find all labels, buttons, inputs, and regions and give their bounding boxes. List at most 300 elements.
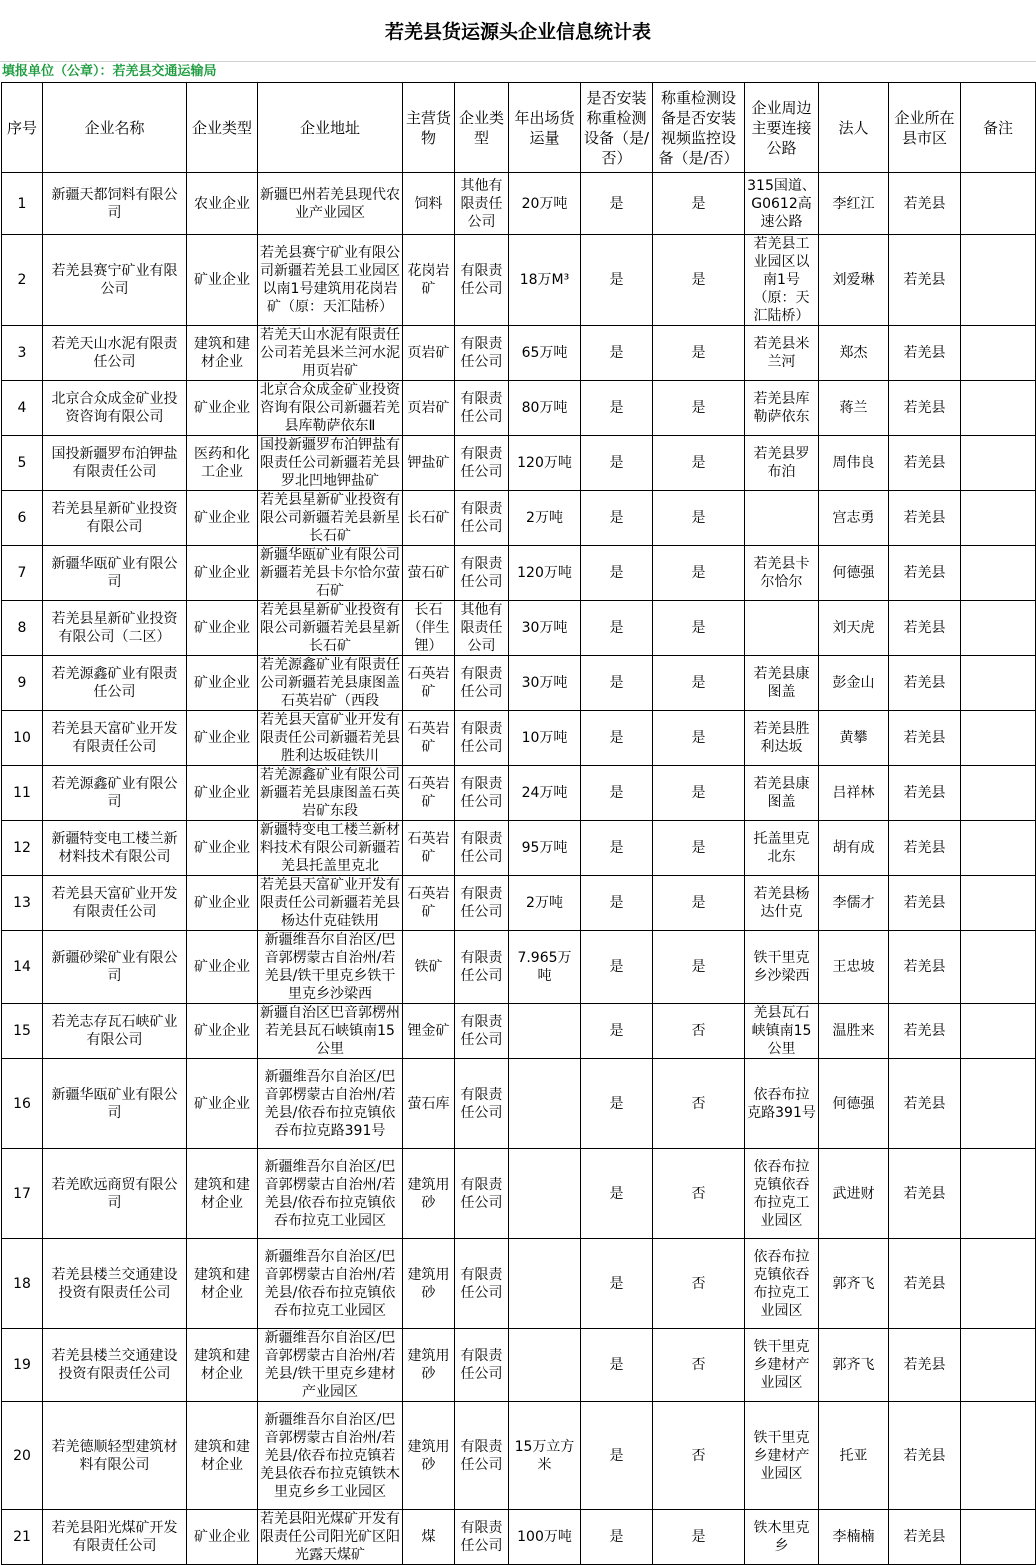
table-cell: 花岗岩矿	[403, 235, 455, 326]
table-cell: 80万吨	[509, 381, 581, 436]
table-row	[2, 173, 1036, 235]
table-cell: 有限责任公司	[455, 235, 509, 326]
table-cell: 否	[653, 1059, 745, 1149]
table-row	[2, 711, 1036, 766]
table-cell: 若羌县	[889, 821, 961, 876]
table-cell: 是	[653, 821, 745, 876]
table-cell: 若羌县	[889, 491, 961, 546]
table-cell: 李红江	[819, 173, 889, 235]
table-cell: 建筑和建材企业	[187, 1149, 258, 1239]
table-cell	[961, 1329, 1036, 1402]
table-cell: 若羌县	[889, 1510, 961, 1565]
table-cell: 矿业企业	[187, 601, 258, 656]
table-cell: 若羌县天富矿业开发有限责任公司新疆若羌县杨达什克硅铁用	[258, 876, 403, 931]
table-row	[2, 491, 1036, 546]
table-cell: 若羌县罗布泊	[745, 436, 819, 491]
table-cell: 7.965万吨	[509, 931, 581, 1004]
table-cell: 钾盐矿	[403, 436, 455, 491]
table-cell: 有限责任公司	[455, 326, 509, 381]
table-cell: 是	[581, 326, 653, 381]
table-cell: 是	[581, 546, 653, 601]
table-cell: 若羌县	[889, 173, 961, 235]
table-cell: 20万吨	[509, 173, 581, 235]
table-cell: 2万吨	[509, 491, 581, 546]
table-cell: 11	[2, 766, 43, 821]
table-cell: 若羌县楼兰交通建设投资有限责任公司	[43, 1239, 187, 1329]
table-cell	[961, 235, 1036, 326]
table-cell: 若羌县赛宁矿业有限公司新疆若羌县工业园区以南1号建筑用花岗岩矿（原：天汇陆桥）	[258, 235, 403, 326]
table-row	[2, 656, 1036, 711]
table-cell	[509, 1059, 581, 1149]
table-cell: 长石矿	[403, 491, 455, 546]
table-cell	[745, 601, 819, 656]
table-cell: 刘爱琳	[819, 235, 889, 326]
table-cell	[961, 711, 1036, 766]
table-row	[2, 931, 1036, 1004]
table-cell: 新疆华瓯矿业有限公司	[43, 546, 187, 601]
table-cell: 若羌欧远商贸有限公司	[43, 1149, 187, 1239]
table-cell: 是	[581, 1004, 653, 1059]
table-cell: 郑杰	[819, 326, 889, 381]
table-cell: 若羌县	[889, 1239, 961, 1329]
table-cell: 是	[653, 711, 745, 766]
table-cell: 托亚	[819, 1402, 889, 1510]
table-cell: 是	[581, 656, 653, 711]
table-cell: 30万吨	[509, 656, 581, 711]
table-cell: 有限责任公司	[455, 656, 509, 711]
table-cell: 24万吨	[509, 766, 581, 821]
table-row	[2, 1149, 1036, 1239]
table-cell: 21	[2, 1510, 43, 1565]
table-cell: 铁木里克乡	[745, 1510, 819, 1565]
table-cell: 120万吨	[509, 436, 581, 491]
table-cell: 有限责任公司	[455, 766, 509, 821]
table-cell: 若羌县	[889, 656, 961, 711]
table-cell: 若羌县天富矿业开发有限责任公司	[43, 711, 187, 766]
table-cell: 吕祥林	[819, 766, 889, 821]
table-cell: 其他有限责任公司	[455, 173, 509, 235]
table-cell: 315国道、G0612高速公路	[745, 173, 819, 235]
header-cell: 企业名称	[43, 83, 187, 173]
table-cell: 65万吨	[509, 326, 581, 381]
table-cell: 新疆维吾尔自治区/巴音郭楞蒙古自治州/若羌县/依吞布拉克镇依吞布拉克路391号	[258, 1059, 403, 1149]
table-cell: 新疆天都饲料有限公司	[43, 173, 187, 235]
table-cell: 若羌源鑫矿业有限公司新疆若羌县康图盖石英岩矿东段	[258, 766, 403, 821]
enterprise-table	[1, 82, 1036, 1565]
table-cell	[961, 436, 1036, 491]
table-cell	[961, 1239, 1036, 1329]
table-cell: 羌县瓦石峡镇南15公里	[745, 1004, 819, 1059]
table-cell: 若羌县	[889, 235, 961, 326]
table-cell	[961, 931, 1036, 1004]
table-cell: 若羌县	[889, 876, 961, 931]
table-cell: 是	[653, 656, 745, 711]
table-cell: 是	[653, 436, 745, 491]
table-cell: 若羌县天富矿业开发有限责任公司新疆若羌县胜利达坂硅铁川	[258, 711, 403, 766]
table-cell: 有限责任公司	[455, 711, 509, 766]
table-cell: 托盖里克北东	[745, 821, 819, 876]
table-row	[2, 326, 1036, 381]
table-cell: 有限责任公司	[455, 1239, 509, 1329]
table-cell: 饲料	[403, 173, 455, 235]
table-cell: 是	[581, 931, 653, 1004]
table-cell	[509, 1004, 581, 1059]
table-cell: 新疆华瓯矿业有限公司	[43, 1059, 187, 1149]
table-cell: 石英岩矿	[403, 656, 455, 711]
table-cell: 20	[2, 1402, 43, 1510]
table-cell: 有限责任公司	[455, 1402, 509, 1510]
table-cell	[961, 1149, 1036, 1239]
table-cell: 120万吨	[509, 546, 581, 601]
table-cell: 若羌县胜利达坂	[745, 711, 819, 766]
table-cell: 若羌县	[889, 766, 961, 821]
table-cell: 郭齐飞	[819, 1329, 889, 1402]
table-cell: 蒋兰	[819, 381, 889, 436]
table-row	[2, 1239, 1036, 1329]
table-cell: 萤石矿	[403, 546, 455, 601]
table-cell: 是	[581, 1510, 653, 1565]
table-cell: 李儒才	[819, 876, 889, 931]
table-row	[2, 235, 1036, 326]
table-cell: 若羌县星新矿业投资有限公司新疆若羌县星新长石矿	[258, 601, 403, 656]
table-cell: 4	[2, 381, 43, 436]
table-cell: 是	[581, 601, 653, 656]
table-cell: 若羌县杨达什克	[745, 876, 819, 931]
table-cell: 若羌县	[889, 436, 961, 491]
table-cell: 矿业企业	[187, 766, 258, 821]
table-cell: 郭齐飞	[819, 1239, 889, 1329]
table-cell: 页岩矿	[403, 326, 455, 381]
table-cell: 北京合众成金矿业投资咨询有限公司	[43, 381, 187, 436]
table-cell: 是	[653, 173, 745, 235]
table-cell: 石英岩矿	[403, 821, 455, 876]
table-cell	[961, 601, 1036, 656]
table-cell: 若羌县工业园区以南1号（原：天汇陆桥）	[745, 235, 819, 326]
table-cell: 若羌县	[889, 711, 961, 766]
table-cell: 若羌县卡尔恰尔	[745, 546, 819, 601]
table-cell: 是	[653, 326, 745, 381]
table-cell: 16	[2, 1059, 43, 1149]
table-cell: 矿业企业	[187, 711, 258, 766]
table-cell: 若羌县库勒萨依东	[745, 381, 819, 436]
table-cell: 10	[2, 711, 43, 766]
table-cell: 建筑用砂	[403, 1329, 455, 1402]
table-cell: 若羌县	[889, 1004, 961, 1059]
table-cell: 是	[653, 235, 745, 326]
table-cell: 若羌县天富矿业开发有限责任公司	[43, 876, 187, 931]
table-row	[2, 1402, 1036, 1510]
table-cell: 若羌县	[889, 1402, 961, 1510]
table-cell	[961, 491, 1036, 546]
table-cell: 铁干里克乡沙梁西	[745, 931, 819, 1004]
table-cell: 若羌县楼兰交通建设投资有限责任公司	[43, 1329, 187, 1402]
table-cell	[961, 766, 1036, 821]
table-cell: 医药和化工企业	[187, 436, 258, 491]
table-cell: 矿业企业	[187, 876, 258, 931]
table-cell: 18	[2, 1239, 43, 1329]
table-cell: 何德强	[819, 1059, 889, 1149]
table-cell: 否	[653, 1149, 745, 1239]
table-cell	[961, 173, 1036, 235]
table-cell: 若羌天山水泥有限责任公司	[43, 326, 187, 381]
table-cell: 若羌县	[889, 1149, 961, 1239]
table-cell: 依吞布拉克镇依吞布拉克工业园区	[745, 1149, 819, 1239]
table-cell: 有限责任公司	[455, 381, 509, 436]
table-cell	[961, 1402, 1036, 1510]
table-cell: 有限责任公司	[455, 546, 509, 601]
table-cell: 1	[2, 173, 43, 235]
table-cell: 若羌县	[889, 931, 961, 1004]
reporting-unit: 填报单位（公章）：若羌县交通运输局	[2, 64, 217, 79]
table-cell: 若羌县	[889, 1059, 961, 1149]
table-cell: 9	[2, 656, 43, 711]
table-cell: 若羌县	[889, 381, 961, 436]
header-cell: 企业所在县市区	[889, 83, 961, 173]
table-row	[2, 436, 1036, 491]
table-cell: 是	[581, 766, 653, 821]
table-cell: 国投新疆罗布泊钾盐有限责任公司	[43, 436, 187, 491]
table-cell: 否	[653, 1004, 745, 1059]
table-row	[2, 381, 1036, 436]
table-cell: 若羌源鑫矿业有限责任公司新疆若羌县康图盖石英岩矿（西段	[258, 656, 403, 711]
table-cell: 有限责任公司	[455, 1059, 509, 1149]
table-cell: 有限责任公司	[455, 1510, 509, 1565]
header-cell: 序号	[2, 83, 43, 173]
table-cell: 矿业企业	[187, 491, 258, 546]
table-cell: 农业企业	[187, 173, 258, 235]
table-cell: 95万吨	[509, 821, 581, 876]
table-cell	[509, 1329, 581, 1402]
table-cell: 矿业企业	[187, 821, 258, 876]
table-cell: 是	[581, 381, 653, 436]
table-cell: 矿业企业	[187, 656, 258, 711]
table-cell	[961, 656, 1036, 711]
table-cell: 新疆特变电工楼兰新材料技术有限公司	[43, 821, 187, 876]
table-cell	[509, 1149, 581, 1239]
table-cell: 建筑用砂	[403, 1149, 455, 1239]
table-cell: 新疆巴州若羌县现代农业产业园区	[258, 173, 403, 235]
header-cell: 法人	[819, 83, 889, 173]
table-cell: 依吞布拉克路391号	[745, 1059, 819, 1149]
table-cell: 30万吨	[509, 601, 581, 656]
table-cell: 页岩矿	[403, 381, 455, 436]
table-cell: 矿业企业	[187, 1510, 258, 1565]
table-cell: 2	[2, 235, 43, 326]
table-cell: 15	[2, 1004, 43, 1059]
table-cell: 10万吨	[509, 711, 581, 766]
table-cell: 2万吨	[509, 876, 581, 931]
table-cell: 有限责任公司	[455, 1004, 509, 1059]
table-cell: 是	[581, 235, 653, 326]
table-cell: 王忠坡	[819, 931, 889, 1004]
table-row	[2, 1510, 1036, 1565]
table-cell: 是	[581, 1402, 653, 1510]
table-cell: 是	[581, 173, 653, 235]
table-cell: 15万立方米	[509, 1402, 581, 1510]
header-cell: 企业地址	[258, 83, 403, 173]
table-cell: 8	[2, 601, 43, 656]
table-cell: 100万吨	[509, 1510, 581, 1565]
table-cell: 是	[581, 436, 653, 491]
table-cell: 建筑用砂	[403, 1402, 455, 1510]
table-cell: 是	[653, 876, 745, 931]
table-cell	[961, 1510, 1036, 1565]
table-cell: 长石（伴生锂）	[403, 601, 455, 656]
table-cell: 其他有限责任公司	[455, 601, 509, 656]
table-cell: 国投新疆罗布泊钾盐有限责任公司新疆若羌县罗北凹地钾盐矿	[258, 436, 403, 491]
table-cell: 13	[2, 876, 43, 931]
table-cell	[961, 326, 1036, 381]
table-cell: 若羌源鑫矿业有限责任公司	[43, 656, 187, 711]
table-cell: 若羌县	[889, 326, 961, 381]
table-cell: 李楠楠	[819, 1510, 889, 1565]
table-cell: 若羌县	[889, 601, 961, 656]
table-cell: 铁矿	[403, 931, 455, 1004]
table-cell: 有限责任公司	[455, 491, 509, 546]
table-cell: 建筑和建材企业	[187, 1239, 258, 1329]
table-cell: 新疆维吾尔自治区/巴音郭楞蒙古自治州/若羌县/铁干里克乡建材产业园区	[258, 1329, 403, 1402]
table-cell: 是	[581, 1059, 653, 1149]
table-cell: 建筑用砂	[403, 1239, 455, 1329]
table-cell: 宫志勇	[819, 491, 889, 546]
table-cell: 矿业企业	[187, 546, 258, 601]
header-cell: 年出场货运量	[509, 83, 581, 173]
table-cell: 若羌志存瓦石峡矿业有限公司	[43, 1004, 187, 1059]
table-cell: 铁干里克乡建材产业园区	[745, 1329, 819, 1402]
table-cell: 新疆维吾尔自治区/巴音郭楞蒙古自治州/若羌县/依吞布拉克镇依吞布拉克工业园区	[258, 1149, 403, 1239]
table-cell: 萤石库	[403, 1059, 455, 1149]
table-row	[2, 1329, 1036, 1402]
table-cell: 新疆自治区巴音郭楞州若羌县瓦石峡镇南15公里	[258, 1004, 403, 1059]
table-cell: 建筑和建材企业	[187, 1402, 258, 1510]
table-cell: 煤	[403, 1510, 455, 1565]
table-cell: 有限责任公司	[455, 1329, 509, 1402]
table-cell: 刘天虎	[819, 601, 889, 656]
table-cell: 矿业企业	[187, 931, 258, 1004]
table-cell: 3	[2, 326, 43, 381]
table-cell: 锂金矿	[403, 1004, 455, 1059]
table-cell: 若羌县康图盖	[745, 656, 819, 711]
table-title: 若羌县货运源头企业信息统计表	[0, 0, 1036, 62]
table-cell: 19	[2, 1329, 43, 1402]
table-cell: 若羌源鑫矿业有限公司	[43, 766, 187, 821]
table-cell	[745, 491, 819, 546]
table-cell: 若羌德顺轻型建筑材料有限公司	[43, 1402, 187, 1510]
header-cell: 企业类型	[455, 83, 509, 173]
table-cell: 若羌县阳光煤矿开发有限责任公司	[43, 1510, 187, 1565]
table-cell: 新疆维吾尔自治区/巴音郭楞蒙古自治州/若羌县/依吞布拉克镇若羌县依吞布拉克镇铁木里克乡乡工业园区	[258, 1402, 403, 1510]
table-cell	[961, 381, 1036, 436]
table-cell: 铁干里克乡建材产业园区	[745, 1402, 819, 1510]
table-cell	[961, 1059, 1036, 1149]
table-cell: 若羌县阳光煤矿开发有限责任公司阳光矿区阳光露天煤矿	[258, 1510, 403, 1565]
table-cell	[509, 1239, 581, 1329]
table-cell: 7	[2, 546, 43, 601]
header-cell: 企业周边主要连接公路	[745, 83, 819, 173]
table-cell: 是	[653, 491, 745, 546]
table-cell: 建筑和建材企业	[187, 326, 258, 381]
table-cell: 胡有成	[819, 821, 889, 876]
table-row	[2, 546, 1036, 601]
table-cell: 新疆砂梁矿业有限公司	[43, 931, 187, 1004]
table-cell	[961, 876, 1036, 931]
table-cell: 是	[581, 1329, 653, 1402]
table-cell: 17	[2, 1149, 43, 1239]
table-cell: 温胜来	[819, 1004, 889, 1059]
table-cell: 否	[653, 1329, 745, 1402]
table-cell: 矿业企业	[187, 381, 258, 436]
table-cell: 新疆维吾尔自治区/巴音郭楞蒙古自治州/若羌县/依吞布拉克镇依吞布拉克工业园区	[258, 1239, 403, 1329]
table-cell: 5	[2, 436, 43, 491]
table-cell: 若羌天山水泥有限责任公司若羌县米兰河水泥用页岩矿	[258, 326, 403, 381]
table-cell: 是	[581, 711, 653, 766]
table-cell: 若羌县星新矿业投资有限公司	[43, 491, 187, 546]
table-row	[2, 1059, 1036, 1149]
table-row	[2, 876, 1036, 931]
table-cell: 若羌县星新矿业投资有限公司新疆若羌县新星长石矿	[258, 491, 403, 546]
table-cell: 若羌县康图盖	[745, 766, 819, 821]
table-cell: 14	[2, 931, 43, 1004]
header-cell: 称重检测设备是否安装视频监控设备（是/否）	[653, 83, 745, 173]
table-cell: 石英岩矿	[403, 711, 455, 766]
table-cell	[961, 546, 1036, 601]
table-cell: 若羌县星新矿业投资有限公司（二区）	[43, 601, 187, 656]
table-cell: 否	[653, 1239, 745, 1329]
table-cell: 是	[581, 1239, 653, 1329]
table-cell: 若羌县米兰河	[745, 326, 819, 381]
table-cell: 矿业企业	[187, 1059, 258, 1149]
table-cell: 有限责任公司	[455, 821, 509, 876]
table-cell: 是	[581, 876, 653, 931]
table-cell: 是	[653, 1510, 745, 1565]
table-cell: 有限责任公司	[455, 436, 509, 491]
table-cell: 若羌县	[889, 546, 961, 601]
table-cell: 武进财	[819, 1149, 889, 1239]
table-cell: 是	[653, 546, 745, 601]
table-cell: 矿业企业	[187, 1004, 258, 1059]
header-cell: 主营货物	[403, 83, 455, 173]
table-cell: 北京合众成金矿业投资咨询有限公司新疆若羌县库勒萨依东Ⅱ	[258, 381, 403, 436]
table-cell: 是	[653, 381, 745, 436]
table-cell: 是	[581, 491, 653, 546]
table-cell: 6	[2, 491, 43, 546]
table-row	[2, 766, 1036, 821]
table-cell: 何德强	[819, 546, 889, 601]
header-cell: 企业类型	[187, 83, 258, 173]
table-cell: 是	[653, 766, 745, 821]
table-cell: 石英岩矿	[403, 766, 455, 821]
table-cell: 石英岩矿	[403, 876, 455, 931]
table-cell: 新疆华瓯矿业有限公司新疆若羌县卡尔恰尔萤石矿	[258, 546, 403, 601]
table-cell: 周伟良	[819, 436, 889, 491]
header-cell: 是否安装称重检测设备（是/否）	[581, 83, 653, 173]
table-cell	[961, 821, 1036, 876]
table-cell: 新疆维吾尔自治区/巴音郭楞蒙古自治州/若羌县/铁干里克乡铁干里克乡沙梁西	[258, 931, 403, 1004]
table-cell: 有限责任公司	[455, 931, 509, 1004]
table-cell: 是	[581, 821, 653, 876]
table-cell: 是	[653, 931, 745, 1004]
table-cell: 12	[2, 821, 43, 876]
table-cell: 是	[581, 1149, 653, 1239]
table-cell: 建筑和建材企业	[187, 1329, 258, 1402]
table-row	[2, 1004, 1036, 1059]
table-cell: 彭金山	[819, 656, 889, 711]
table-cell: 若羌县赛宁矿业有限公司	[43, 235, 187, 326]
table-cell: 否	[653, 1402, 745, 1510]
table-row	[2, 821, 1036, 876]
table-cell: 依吞布拉克镇依吞布拉克工业园区	[745, 1239, 819, 1329]
header-row	[2, 83, 1036, 173]
